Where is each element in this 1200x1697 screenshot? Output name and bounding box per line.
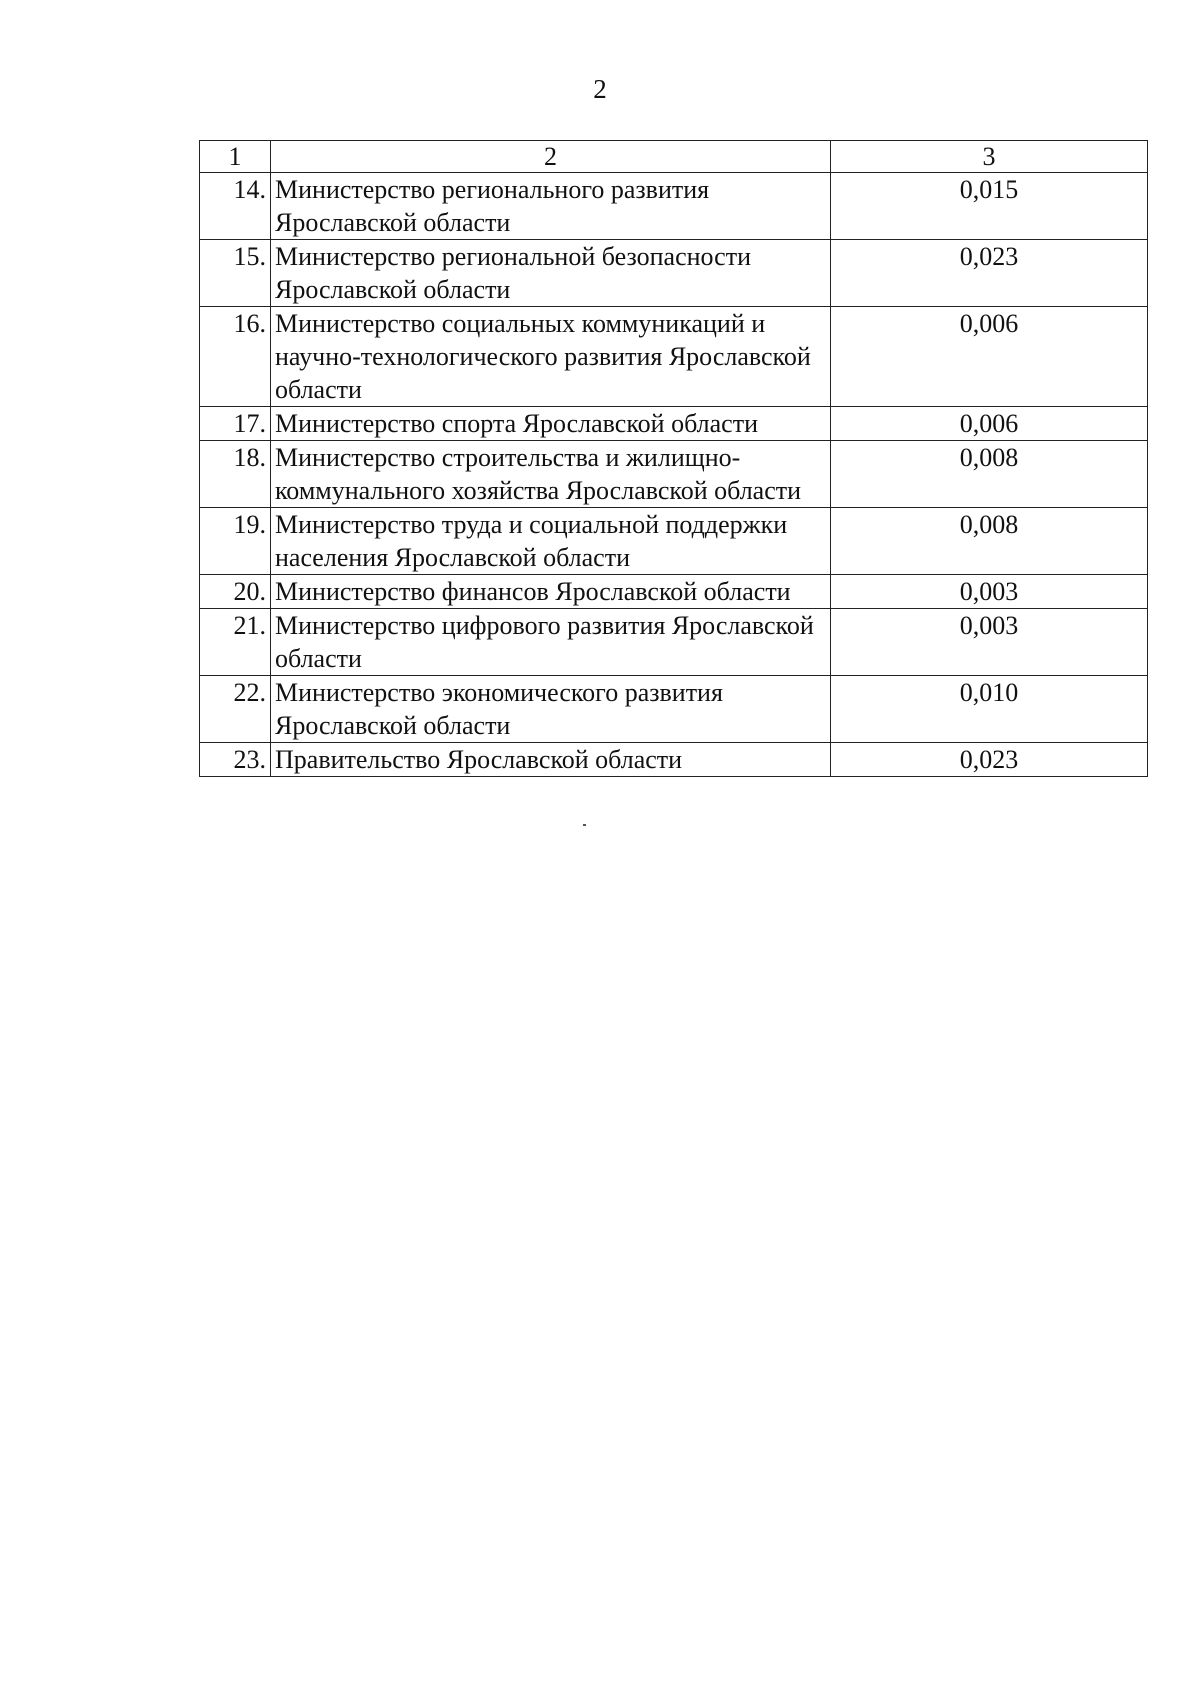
table-row	[200, 743, 1148, 777]
row-organization: Министерство социальных коммуникаций и научно-технологического развития Ярославской области	[271, 307, 831, 407]
row-organization: Правительство Ярославской области	[271, 743, 831, 777]
column-header-value: 3	[831, 141, 1148, 173]
row-organization: Министерство труда и социальной поддержки населения Ярославской области	[271, 508, 831, 575]
row-value: 0,010	[831, 676, 1148, 743]
row-organization: Министерство цифрового развития Ярославской области	[271, 609, 831, 676]
column-header-number: 1	[200, 141, 271, 173]
table-header-row	[200, 141, 1148, 173]
row-number: 21.	[200, 609, 271, 676]
row-number: 20.	[200, 575, 271, 609]
table-row	[200, 307, 1148, 407]
row-value: 0,008	[831, 441, 1148, 508]
row-number: 18.	[200, 441, 271, 508]
row-number: 19.	[200, 508, 271, 575]
table-row	[200, 240, 1148, 307]
row-value: 0,023	[831, 743, 1148, 777]
row-number: 14.	[200, 173, 271, 240]
row-value: 0,015	[831, 173, 1148, 240]
column-header-name: 2	[271, 141, 831, 173]
row-organization: Министерство региональной безопасности Ярославской области	[271, 240, 831, 307]
table-row	[200, 441, 1148, 508]
page-number: 2	[593, 74, 607, 104]
row-number: 23.	[200, 743, 271, 777]
row-value: 0,003	[831, 609, 1148, 676]
row-organization: Министерство финансов Ярославской области	[271, 575, 831, 609]
row-number: 15.	[200, 240, 271, 307]
row-number: 17.	[200, 407, 271, 441]
row-organization: Министерство строительства и жилищно-коммунального хозяйства Ярославской области	[271, 441, 831, 508]
table-row	[200, 173, 1148, 240]
row-value: 0,023	[831, 240, 1148, 307]
table-row	[200, 676, 1148, 743]
row-organization: Министерство спорта Ярославской области	[271, 407, 831, 441]
table-row	[200, 407, 1148, 441]
allocation-table	[199, 140, 1148, 777]
row-value: 0,006	[831, 307, 1148, 407]
table-row	[200, 575, 1148, 609]
row-number: 16.	[200, 307, 271, 407]
row-number: 22.	[200, 676, 271, 743]
scan-speck	[583, 824, 586, 826]
row-value: 0,008	[831, 508, 1148, 575]
table-row	[200, 609, 1148, 676]
row-organization: Министерство регионального развития Ярославской области	[271, 173, 831, 240]
table-row	[200, 508, 1148, 575]
row-value: 0,003	[831, 575, 1148, 609]
row-value: 0,006	[831, 407, 1148, 441]
row-organization: Министерство экономического развития Ярославской области	[271, 676, 831, 743]
